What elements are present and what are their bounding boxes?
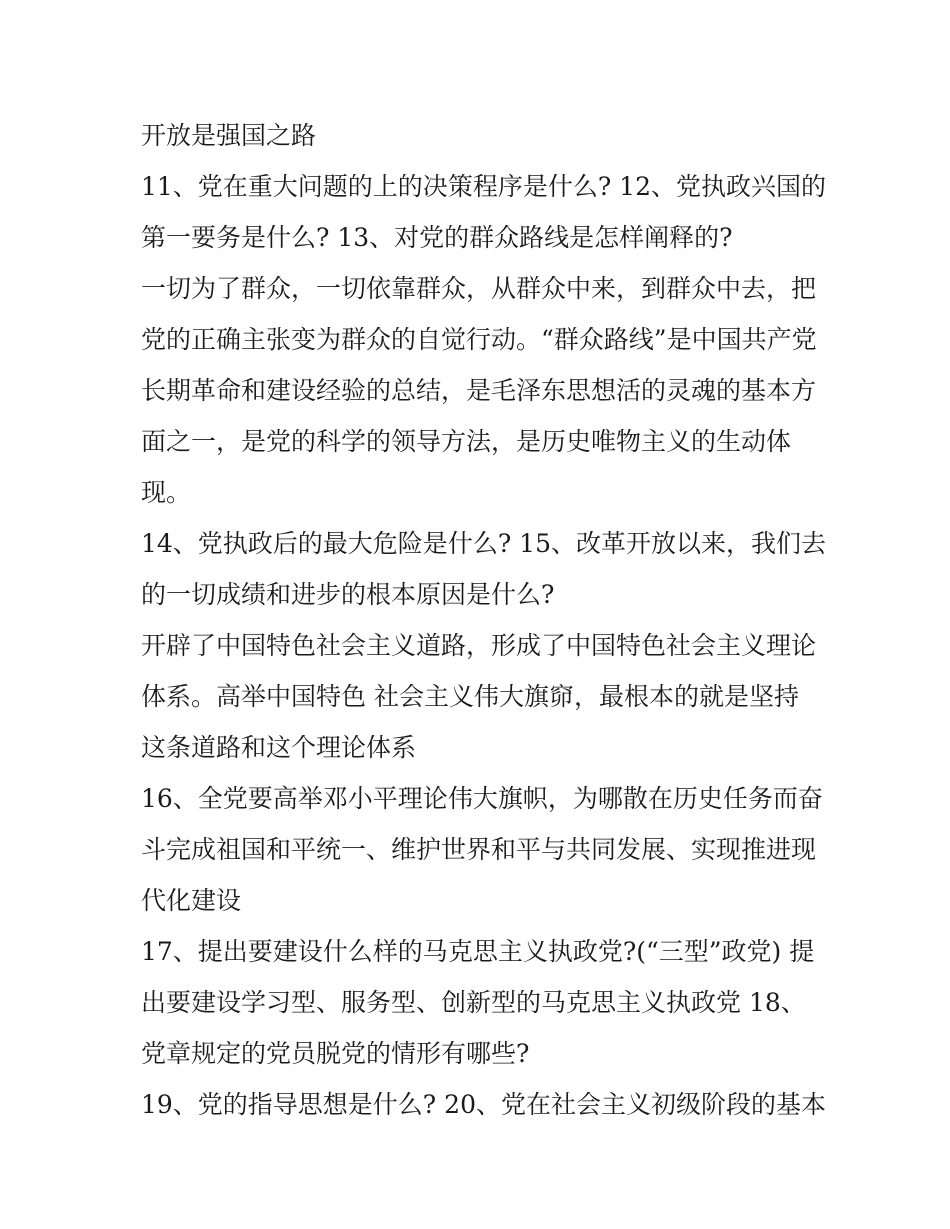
text-line: 开放是强国之路 <box>141 121 317 150</box>
text-line: 党的正确主张变为群众的自觉行动。“群众路线”是中国共产党 <box>141 325 817 354</box>
text-line: 体系。高举中国特色 社会主义伟大旗窌，最根本的就是坚持 <box>141 682 799 711</box>
text-line: 长期革命和建设经验的总结，是毛泽东思想活的灵魂的基本方 <box>141 376 817 405</box>
text-line: 11、党在重大问题的上的决策程序是什么? 12、党执政兴国的 <box>141 172 826 201</box>
text-line: 一切为了群众，一切依靠群众，从群众中来，到群众中去，把 <box>141 274 817 303</box>
text-line: 这条道路和这个理论体系 <box>141 733 417 762</box>
text-line: 现。 <box>141 478 192 507</box>
text-line: 代化建设 <box>141 886 242 915</box>
text-line: 17、提出要建设什么样的马克思主义执政党?(“三型”政党) 提 <box>141 937 815 966</box>
document-body <box>141 110 841 1130</box>
text-line: 14、党执政后的最大危险是什么? 15、改革开放以来，我们去 <box>141 529 826 558</box>
text-line: 党章规定的党员脱党的情形有哪些? <box>141 1039 530 1068</box>
text-line: 出要建设学习型、服务型、创新型的马克思主义执政党 18、 <box>141 988 806 1017</box>
text-line: 的一切成绩和进步的根本原因是什么? <box>141 580 555 609</box>
text-line: 开辟了中国特色社会主义道路，形成了中国特色社会主义理论 <box>141 631 817 660</box>
text-line: 第一要务是什么? 13、对党的群众路线是怎样阐释的? <box>141 223 733 252</box>
text-line: 面之一，是党的科学的领导方法，是历史唯物主义的生动体 <box>141 427 792 456</box>
text-line: 19、党的指导思想是什么? 20、党在社会主义初级阶段的基本 <box>141 1090 826 1119</box>
text-line: 斗完成祖国和平统一、维护世界和平与共同发展、实现推进现 <box>141 835 817 864</box>
text-line: 16、全党要高举邓小平理论伟大旗帜，为哪散在历史任务而奋 <box>141 784 823 813</box>
